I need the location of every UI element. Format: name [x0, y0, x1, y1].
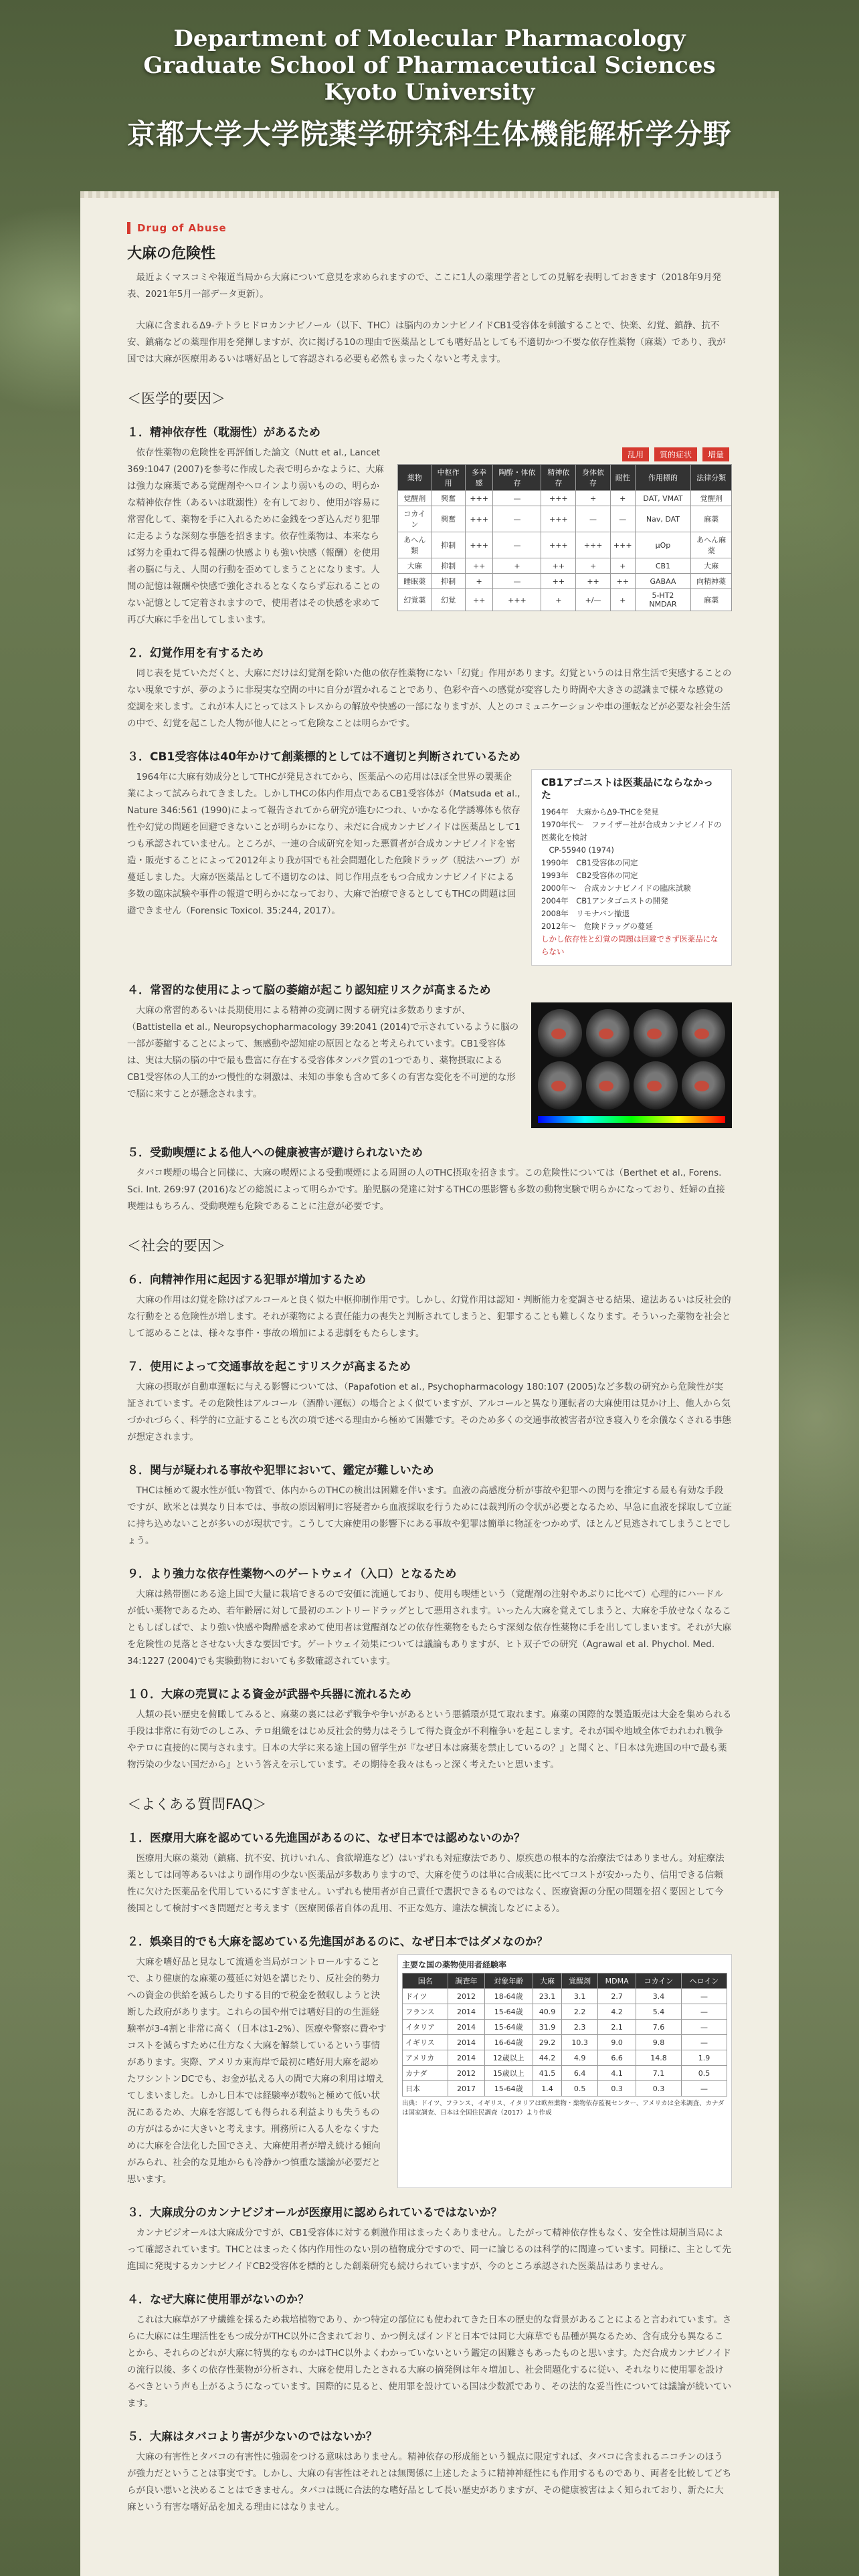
drug-row	[398, 506, 732, 532]
table-cell: +++	[541, 532, 576, 558]
table-cell: μOp	[635, 532, 691, 558]
dept-name: Department of Molecular Pharmacology	[173, 25, 686, 52]
table-cell: 覚醒剤	[398, 491, 432, 506]
table-cell: 6.6	[598, 2050, 636, 2066]
drug-comparison-figure	[397, 445, 732, 629]
section-3-text: 1964年に大麻有効成分としてTHCが発見されてから、医薬品への応用はほぼ全世界の製薬企業によって試みられてきました。しかしTHCの体内作用点であるCB1受容体が（Matsuda et al., Nature 346:561 (1990)によって報告されてから研究が進むにつれ、いかなる化学誘導体も依存性や幻覚の問題を回避できないことが明らかになり、未だに合成カンナビノイドは医薬品として1つも承認されていません。ところが、一連の合成研究を知った悪質者が合成カンナビノイドを密造・販売することによって2012年より我が国でも社会問題化した危険ドラッグ（脱法ハーブ）が蔓延しました。大麻が医薬品として不適切なのは、同じ作用点をもつ合成カンナビノイドによる多数の臨床試験や事件の報道で明らかになっており、大麻で治療できるとしてもTHCの問題は回避できません（Forensic Toxicol. 35:244, 2017）。	[127, 772, 520, 916]
section-1-text: 依存性薬物の危険性を再評価した論文（Nutt et al., Lancet 369:1047 (2007)を参考に作成した表で明らかなように、大麻は強力な麻薬である覚醒剤やヘロインより弱いものの、明らかな精神依存性（あるいは耽溺性）を有しており、使用が容易に常習化して、薬物を手に入れるために金銭をつぎ込んだり犯罪に走るような深刻な事態を招きます。依存性薬物は、本来ならば努力を重ねて得る報酬の快感よりも強い快感（報酬）を使用者の脳に与え、人間の行動を歪めてしまうことになります。人間の記憶は報酬や快感で強化されるとなくならず忘れることのない記憶として定着されますので、使用者はその快感を求めて再び大麻に手を出してしまいます。	[127, 447, 384, 625]
table-cell: 9.8	[636, 2035, 682, 2050]
table-cell: 麻薬	[691, 589, 732, 611]
faq-heading: ＜よくある質問FAQ＞	[127, 1796, 267, 1812]
table-cell: 9.0	[598, 2035, 636, 2050]
country-row	[403, 2050, 727, 2066]
table-cell: 麻薬	[691, 506, 732, 532]
timeline-title: CB1アゴニストは医薬品にならなかった	[541, 776, 714, 801]
timeline-list	[541, 806, 722, 958]
section-9-text: 大麻は熱帯圏にある途上国で大量に栽培できるので安価に流通しており、使用も喫煙という（覚醒剤の注射やあぶりに比べて）心理的にハードルが低い薬物であるため、若年齢層に対して最初のエントリードラッグとして悪用されます。いったん大麻を覚えてしまうと、大麻を手放せなくなることもしばしばで、より強い快感や陶酔感を求めて使用者は覚醒剤などの依存性薬物をもたらす深刻な依存性薬物に手を出してしまいます。それが大麻を危険性の見落とさせない大きな要因です。ゲートウェイ効果については議論もありますが、ヒト双子での研究（Agrawal et al. Phychol. Med. 34:1227 (2004)でも実験動物においても多数確認されています。	[127, 1589, 732, 1667]
table-cell: 44.2	[533, 2050, 561, 2066]
table-cell: 睡眠薬	[398, 574, 432, 589]
brain-scan-figure	[531, 1002, 732, 1128]
table-cell: +++	[493, 589, 541, 611]
timeline-item: 1970年代～ ファイザー社が合成カンナビノイドの医薬化を検討	[541, 820, 722, 842]
timeline-item: CP-55940 (1974)	[541, 845, 614, 855]
table-cell: 4.2	[598, 2004, 636, 2020]
table-cell: 2014	[448, 2004, 484, 2020]
table-header-cell: 調査年	[448, 1973, 484, 1989]
drug-row	[398, 558, 732, 574]
site-header	[0, 0, 859, 181]
category-tag: Drug of Abuse	[127, 222, 227, 234]
table-cell: 2012	[448, 2066, 484, 2081]
section-4-text: 大麻の常習的あるいは長期使用による精神の変調に関する研究は多数ありますが、（Battistella et al., Neuropsychopharmacology 39:2041 (2014)で示されているように脳の一部が萎縮することによって、無感動や認知症の原因となると考えられています。CB1受容体は、実は大脳の脳の中で最も豊富に存在する受容体タンパク質の1つであり、薬物摂取による CB1受容体の人工的かつ慢性的な刺激は、未知の事象も含めて多くの有害な変化を不可逆的な形で脳に来すことが懸念されます。	[127, 1005, 519, 1099]
table-header-cell: MDMA	[598, 1973, 636, 1989]
table-cell: 6.4	[562, 2066, 598, 2081]
section-2-title: ２．幻覚作用を有するため	[127, 647, 264, 660]
table-cell: 29.2	[533, 2035, 561, 2050]
legend-abuse: 乱用	[622, 447, 649, 461]
table-header-cell: 法律分類	[691, 465, 732, 491]
brain-scan-image	[682, 1009, 726, 1057]
table-cell: —	[493, 506, 541, 532]
table-cell: 1.4	[533, 2081, 561, 2097]
table-cell: 興奮	[432, 506, 465, 532]
table-cell: 2012	[448, 1989, 484, 2004]
table-cell: +	[465, 574, 493, 589]
table-cell: 3.1	[562, 1989, 598, 2004]
table-cell: 日本	[403, 2081, 448, 2097]
page-title: 大麻の危険性	[127, 245, 216, 262]
table-cell: Nav, DAT	[635, 506, 691, 532]
faq-1-text: 医療用大麻の薬効（鎮痛、抗不安、抗けいれん、食欲増進など）はいずれも対症療法であり、原疾患の根本的な治療法ではありません。対症療法薬としては同等あるいはより副作用の少ない医薬品が多数ありますので、大麻を使うのは単に合成薬に比べてコストが安かったり、信用できる信頼性に欠けた医薬品を代用しているにすぎません。いずれも使用者が自己責任で選択できるものではなく、医療資源の分配の問題を招く要因として今後国として検討すべき問題だと考えます（医療関係者自体の乱用、不正な処方、違法な横流しなどによる）。	[127, 1853, 725, 1914]
table-header-cell: 精神依存	[541, 465, 576, 491]
drug-row	[398, 491, 732, 506]
table-cell: コカイン	[398, 506, 432, 532]
section-4-title: ４．常習的な使用によって脳の萎縮が起こり認知症リスクが高まるため	[127, 984, 491, 997]
lab-name-ja: 京都大学大学院薬学研究科生体機能解析学分野	[127, 118, 732, 150]
section-2-text: 同じ表を見ていただくと、大麻にだけは幻覚剤を除いた他の依存性薬物にない「幻覚」作用があります。幻覚というのは日常生活で実感することのない現象ですが、夢のように非現実な空間の中に自分が置かれることであり、色彩や音への感覚が変容したり時間や大きさの認識まで様々な感覚の変調を来します。これが本人にとってはストレスからの解放や快感の一部になりますが、人とのコミュニケーションや車の運転などが必要な社会生活の中で、幻覚を起こした人物が他人にとって危険なことは明らかです。	[127, 668, 732, 729]
table-header-cell: ヘロイン	[681, 1973, 727, 1989]
section-7-title: ７．使用によって交通事故を起こすリスクが高まるため	[127, 1360, 411, 1374]
drug-row	[398, 589, 732, 611]
table-cell: +++	[541, 491, 576, 506]
legend-quality: 質的症状	[654, 447, 697, 461]
table-cell: 2014	[448, 2050, 484, 2066]
social-heading: ＜社会的要因＞	[127, 1238, 225, 1254]
table-cell: +++	[465, 491, 493, 506]
table-cell: ++	[576, 574, 611, 589]
faq-2-title: ２．娯楽目的でも大麻を認めている先進国があるのに、なぜ日本ではダメなのか？	[127, 1935, 548, 1949]
table-cell: 2.7	[598, 1989, 636, 2004]
table-cell: 7.6	[636, 2020, 682, 2035]
school-name: Graduate School of Pharmaceutical Sciences	[143, 52, 716, 79]
drug-comparison-table	[397, 464, 732, 611]
table-cell: 10.3	[562, 2035, 598, 2050]
faq-5-text: 大麻の有害性とタバコの有害性に強弱をつける意味はありません。精神依存の形成能という観点に限定すれば、タバコに含まれるニコチンのほうが強力だということは事実です。しかし、大麻の有害性はそれとは無関係に上述したように精神神経性にも作用するものであり、両者を比較してどちらが良い悪いと決めることはできません。タバコは既に合法的な嗜好品として長い歴史がありますが、その健康被害はよく知られており、新たに大麻という有害な嗜好品を加える理由にはなりません。	[127, 2452, 732, 2512]
section-10-text: 人類の長い歴史を俯瞰してみると、麻薬の裏には必ず戦争や争いがあるという悪循環が見て取れます。麻薬の国際的な製造販売は大金を集められる手段は非常に有効でのしこみ、テロ組織をはじめ反社会的勢力はそうして得た資金が不利権争いを起こします。それが国や地域全体でわれわれ戦争やテロに直接的に関与されます。日本の大学に来る途上国の留学生が『なぜ日本は麻薬を禁止しているの？』と聞くと、『日本は先進国の中で最も薬物汚染の少ない国だから』という答えを示しています。その期待を我々はもっと深く考えたいと思います。	[127, 1709, 732, 1770]
table-cell: 31.9	[533, 2020, 561, 2035]
table-cell: 抑制	[432, 574, 465, 589]
country-row	[403, 2004, 727, 2020]
table-cell: イギリス	[403, 2035, 448, 2050]
faq-2-text: 大麻を嗜好品と見なして流通を当局がコントロールすることで、より健康的な麻薬の蔓延に対処を講じたり、反社会的勢力への資金の供給を減らしたりする目的で税金を徴収しようと決断した政府があります。これらの国や州では嗜好目的の生涯経験率が3-4割と非常に高く（日本は1-2%）、医療や警察に費やすコストを減らすために仕方なく大麻を解禁しているという事情があります。実際、アメリカ東海岸で最初に嗜好用大麻を認めたワシントンDCでも、お金が払える人の間で大麻の利用は増えてしまいました。しかし日本では経験率が数％と極めて低い状況にあるため、大麻を容認しても得られる利益よりも失うものの方がはるかに大きいと考えます。刑務所に入る人をなくすために大麻を合法化した国でさえ、大麻使用者が増え続ける傾向がみられ、社会的な見地からも冷静かつ慎重な議論が必要だと思います。	[127, 1957, 387, 2185]
university-name: Kyoto University	[324, 79, 535, 106]
section-7-text: 大麻の摂取が自動車運転に与える影響については、（Papafotion et al., Psychopharmacology 180:107 (2005)など多数の研究から危険性が実証されています。その危険性はアルコール（酒酔い運転）の場合とよく似ていますが、アルコールと異なり運転者の大麻使用は見かけ上、他人から気づかれづらく、科学的に立証することも次の項で述べる理由から極めて困難です。そのため多くの交通事故被害者が泣き寝入りを余儀なくされる事態が想定されます。	[127, 1382, 731, 1442]
table-header-cell: 大麻	[533, 1973, 561, 1989]
table-cell: ドイツ	[403, 1989, 448, 2004]
legend-increase: 増量	[702, 447, 729, 461]
table-cell: 向精神薬	[691, 574, 732, 589]
table-cell: +++	[465, 506, 493, 532]
timeline-item: しかし依存性と幻覚の問題は回避できず医薬品にならない	[541, 934, 719, 956]
table-header-cell: 中枢作用	[432, 465, 465, 491]
section-5-title: ５．受動喫煙による他人への健康被害が避けられないため	[127, 1146, 423, 1160]
table-cell: 2017	[448, 2081, 484, 2097]
table-cell: ++	[541, 558, 576, 574]
table-header-cell: 作用標的	[635, 465, 691, 491]
brain-scan-image	[586, 1061, 630, 1109]
table-cell: +	[610, 491, 635, 506]
faq-4-text: これは大麻草がアサ繊維を採るため栽培植物であり、かつ特定の部位にも使われてきた日本の歴史的な背景があることによると言われています。さらに大麻には生理活性をもつ成分がTHC以外に含まれており、かつ例えばインドと日本では同じ大麻草でも品種が異なるため、含有成分も異なることから、それらのどれが大麻に特異的なものかはTHC以外よくわかっていないという鑑定の困難さもあったものと思います。ただ合成カンナビノイドの流行以後、多くの依存性薬物が分析され、大麻を使用したとされる大麻の摘発例は年々増加し、社会問題化するに従い、それなりに使用罪を設けるべきという声も上がるようになっています。国際的に見ると、使用罪を設けている国は少数派であり、その法的な妥当性については議論が続いています。	[127, 2315, 732, 2409]
table-cell: +++	[576, 532, 611, 558]
table-cell: ++	[610, 574, 635, 589]
table-cell: 大麻	[398, 558, 432, 574]
table-cell: +++	[541, 506, 576, 532]
table-cell: —	[493, 574, 541, 589]
faq-4-title: ４．なぜ大麻に使用罪がないのか？	[127, 2293, 309, 2306]
table-header-cell: 覚醒剤	[562, 1973, 598, 1989]
table-cell: 幻覚	[432, 589, 465, 611]
table-cell: 15-64歳	[484, 2004, 533, 2020]
section-9-title: ９．より強力な依存性薬物へのゲートウェイ（入口）となるため	[127, 1568, 457, 1581]
table-cell: ++	[465, 589, 493, 611]
table-cell: 0.3	[636, 2081, 682, 2097]
section-6-title: ６．向精神作用に起因する犯罪が増加するため	[127, 1273, 366, 1287]
table-cell: 0.3	[598, 2081, 636, 2097]
section-5-text: タバコ喫煙の場合と同様に、大麻の喫煙による受動喫煙による周囲の人のTHC摂取を招きます。この危険性については（Berthet et al., Forens. Sci. Int. 269:97 (2016)などの総説によって明らかです。胎児脳の発達に対するTHCの悪影響も多数の動物実験で明らかになっており、妊婦の直接喫煙はもちろん、受動喫煙も危険であることに注意が必要です。	[127, 1168, 725, 1212]
section-6-text: 大麻の作用は幻覚を除けばアルコールと良く似た中枢抑制作用です。しかし、幻覚作用は認知・判断能力を変調させる結果、違法あるいは反社会的な行動をとる危険性が増します。それが薬物による責任能力の喪失と判断されてしまうと、犯罪することも難しくなります。そういった薬物を社会として認めることは、様々な事件・事故の増加による悲劇をもたらします。	[127, 1295, 731, 1339]
table-cell: 18-64歳	[484, 1989, 533, 2004]
brain-scan-image	[634, 1061, 678, 1109]
table-header-cell: 薬物	[398, 465, 432, 491]
table-cell: 41.5	[533, 2066, 561, 2081]
table-cell: フランス	[403, 2004, 448, 2020]
table-cell: +	[610, 589, 635, 611]
section-8-title: ８．関与が疑われる事故や犯罪において、鑑定が難しいため	[127, 1464, 434, 1477]
table-cell: —	[681, 2004, 727, 2020]
table-cell: 12歳以上	[484, 2050, 533, 2066]
table-cell: 2014	[448, 2020, 484, 2035]
country-row	[403, 2081, 727, 2097]
table-cell: +	[576, 558, 611, 574]
table-cell: 2.1	[598, 2020, 636, 2035]
faq-3-text: カンナビジオールは大麻成分ですが、CB1受容体に対する刺激作用はまったくありません。したがって精神依存性もなく、安全性は規制当局によって確認されています。THCとはまったく体内作用性のない別の植物成分ですので、同一に論じるのは科学的に間違っています。同様に、主として先進国に発現するカンナビノイドCB2受容体を標的とした創薬研究も続けられていますが、今のところ承認された医薬品はありません。	[127, 2228, 731, 2272]
table-cell: +	[576, 491, 611, 506]
section-8-text: THCは極めて親水性が低い物質で、体内からのTHCの検出は困難を伴います。血液の高感度分析が事故や犯罪への関与を推定する最も有効な手段ですが、欧米とは異なり日本では、事故の原因解明に容疑者から血液採取を行うためには裁判所の令状が必要となるため、早急に血液を採取して立証に持ち込めないことが多いのが現状です。こうして大麻使用の影響下にある事故や犯罪は簡単に物証をつかめず、ほとんど見逃されてしまうことでしょう。	[127, 1485, 732, 1546]
table-cell: 0.5	[681, 2066, 727, 2081]
usage-rate-figure	[397, 1954, 732, 2188]
table-cell: 2014	[448, 2035, 484, 2050]
section-10-title: １０．大麻の売買による資金が武器や兵器に流れるため	[127, 1688, 411, 1701]
country-row	[403, 1989, 727, 2004]
table-cell: —	[681, 2020, 727, 2035]
usage-table-note: 出典：ドイツ、フランス、イギリス、イタリアは欧州薬物・薬物依存監視センター、アメリカは全米調査、カナダは国家調査、日本は全国住民調査（2017）より作成	[402, 2100, 725, 2117]
table-cell: +	[493, 558, 541, 574]
table-cell: あへん類	[398, 532, 432, 558]
table-cell: +/—	[576, 589, 611, 611]
table-cell: 3.4	[636, 1989, 682, 2004]
faq-5-title: ５．大麻はタバコより害が少ないのではないか？	[127, 2430, 377, 2444]
timeline-item: 2008年 リモナバン撤退	[541, 909, 630, 918]
table-cell: —	[493, 491, 541, 506]
table-cell: —	[681, 2035, 727, 2050]
intro-paragraph-2: 大麻に含まれるΔ9-テトラヒドロカンナビノール（以下、THC）は脳内のカンナビノイドCB1受容体を刺激することで、快楽、幻覚、鎮静、抗不安、鎮痛などの薬理作用を発揮しますが、次に掲げる10の理由で医薬品としても嗜好品としても不適切かつ不要な依存性薬物（麻薬）であり、我が国では大麻が医療用あるいは嗜好品として容認される必要も必然もまったくないと考えます。	[127, 320, 726, 364]
timeline-item: 1964年 大麻からΔ9-THCを発見	[541, 807, 659, 817]
timeline-item: 1993年 CB2受容体の同定	[541, 871, 638, 880]
table-cell: DAT, VMAT	[635, 491, 691, 506]
timeline-item: 2004年 CB1アンタゴニストの開発	[541, 896, 668, 905]
table-cell: 4.9	[562, 2050, 598, 2066]
table-header-cell: コカイン	[636, 1973, 682, 1989]
table-cell: 4.1	[598, 2066, 636, 2081]
table-cell: +++	[610, 532, 635, 558]
table-cell: 大麻	[691, 558, 732, 574]
table-cell: —	[576, 506, 611, 532]
table-cell: イタリア	[403, 2020, 448, 2035]
table-cell: 7.1	[636, 2066, 682, 2081]
timeline-item: 2012年～ 危険ドラッグの蔓延	[541, 922, 654, 931]
timeline-item: 2000年～ 合成カンナビノイドの臨床試験	[541, 883, 691, 893]
table-cell: 5-HT2 NMDAR	[635, 589, 691, 611]
table-cell: —	[681, 1989, 727, 2004]
drug-row	[398, 532, 732, 558]
country-row	[403, 2035, 727, 2050]
table-cell: 0.5	[562, 2081, 598, 2097]
table-cell: 抑制	[432, 532, 465, 558]
article-panel	[80, 191, 779, 2576]
table-header-cell: 対象年齢	[484, 1973, 533, 1989]
table-cell: 23.1	[533, 1989, 561, 2004]
table-cell: ++	[465, 558, 493, 574]
usage-rate-table	[402, 1973, 727, 2097]
color-scale-bar	[538, 1116, 725, 1123]
table-cell: カナダ	[403, 2066, 448, 2081]
table-cell: GABAA	[635, 574, 691, 589]
brain-scan-image	[538, 1009, 582, 1057]
table-cell: —	[493, 532, 541, 558]
table-header-cell: 陶酔・体依存	[493, 465, 541, 491]
table-cell: 15-64歳	[484, 2081, 533, 2097]
table-cell: 15歳以上	[484, 2066, 533, 2081]
brain-scan-image	[586, 1009, 630, 1057]
table-cell: 1.9	[681, 2050, 727, 2066]
faq-1-title: １．医療用大麻を認めている先進国があるのに、なぜ日本では認めないのか？	[127, 1832, 525, 1845]
table-header-cell: 国名	[403, 1973, 448, 1989]
usage-table-title: 主要な国の薬物使用者経験率	[402, 1960, 507, 1969]
table-cell: 2.3	[562, 2020, 598, 2035]
table-header-cell: 多幸感	[465, 465, 493, 491]
section-3-title: ３．CB1受容体は40年かけて創薬標的としては不適切と判断されているため	[127, 750, 520, 764]
table-cell: 14.8	[636, 2050, 682, 2066]
table-cell: 幻覚薬	[398, 589, 432, 611]
brain-scan-image	[538, 1061, 582, 1109]
table-cell: CB1	[635, 558, 691, 574]
intro-paragraph-1: 最近よくマスコミや報道当局から大麻について意見を求められますので、ここに1人の薬理学者としての見解を表明しておきます（2018年9月発表、2021年5月一部データ更新）。	[127, 272, 721, 300]
cb1-timeline-figure	[531, 769, 732, 966]
table-cell: 5.4	[636, 2004, 682, 2020]
table-cell: 覚醒剤	[691, 491, 732, 506]
table-cell: +++	[465, 532, 493, 558]
table-cell: 40.9	[533, 2004, 561, 2020]
country-row	[403, 2066, 727, 2081]
table-cell: +	[541, 589, 576, 611]
medical-heading: ＜医学的要因＞	[127, 391, 225, 407]
table-cell: 16-64歳	[484, 2035, 533, 2050]
faq-3-title: ３．大麻成分のカンナビジオールが医療用に認められているではないか？	[127, 2206, 502, 2220]
brain-scan-image	[634, 1009, 678, 1057]
table-cell: 抑制	[432, 558, 465, 574]
table-cell: 興奮	[432, 491, 465, 506]
table-cell: ++	[541, 574, 576, 589]
brain-scan-image	[682, 1061, 726, 1109]
table-header-cell: 耐性	[610, 465, 635, 491]
drug-row	[398, 574, 732, 589]
table-cell: —	[681, 2081, 727, 2097]
timeline-item: 1990年 CB1受容体の同定	[541, 858, 638, 867]
table-cell: 15-64歳	[484, 2020, 533, 2035]
table-header-cell: 身体依存	[576, 465, 611, 491]
table-cell: —	[610, 506, 635, 532]
country-row	[403, 2020, 727, 2035]
table-cell: あへん麻薬	[691, 532, 732, 558]
table-cell: 2.2	[562, 2004, 598, 2020]
section-1-title: １．精神依存性（耽溺性）があるため	[127, 426, 320, 439]
table-cell: +	[610, 558, 635, 574]
table-cell: アメリカ	[403, 2050, 448, 2066]
